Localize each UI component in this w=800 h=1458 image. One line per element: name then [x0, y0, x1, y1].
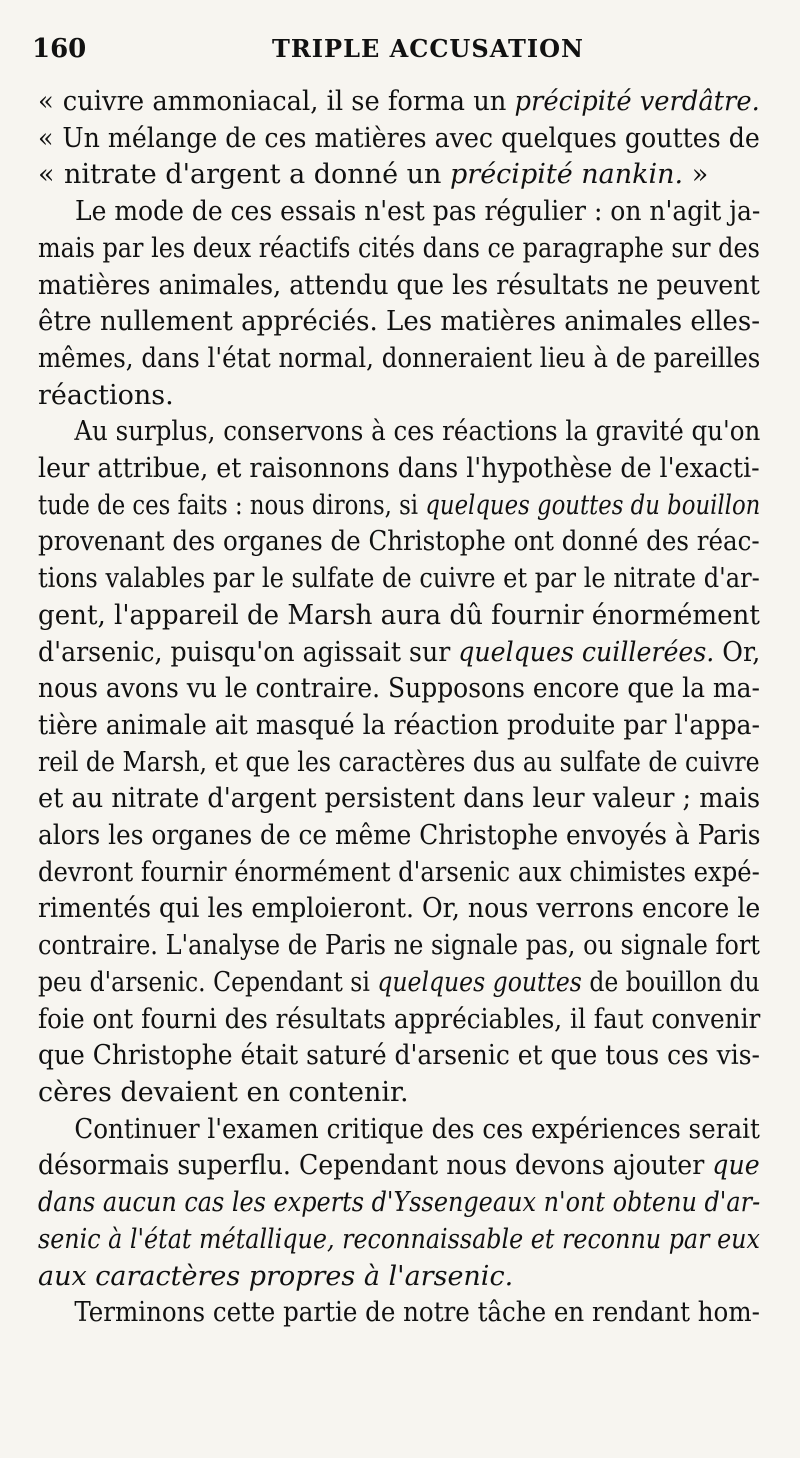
text-run: tions valables par le sulfate de cuivre et par le nitrate d'ar- — [38, 563, 760, 595]
text-run: que Christophe était saturé d'arsenic et que tous ces vis- — [38, 1040, 760, 1072]
text-line — [38, 708, 761, 745]
italic-run: dans aucun cas les experts d'Yssengeaux n'ont obtenu d'ar- — [38, 1187, 761, 1219]
text-run: tière animale ait masqué la réaction produite par l'appa- — [38, 709, 761, 741]
text-line — [38, 414, 761, 451]
text-line — [38, 231, 760, 268]
italic-run: senic à l'état métallique, reconnaissable et reconnu par eux — [38, 1223, 760, 1255]
text-line — [38, 524, 760, 561]
text-run: alors les organes de ce même Christophe envoyés à Paris — [38, 820, 761, 852]
text-run: nitrate d'argent a donné un — [64, 159, 451, 191]
text-run: peu d'arsenic. Cependant si — [38, 966, 378, 998]
text-line — [38, 268, 760, 305]
body-text — [38, 84, 760, 1332]
italic-run: précipité verdâtre. — [514, 86, 760, 117]
text-run: désormais superflu. Cependant nous devons ajouter — [38, 1150, 713, 1182]
text-line — [38, 304, 760, 341]
text-run: Terminons cette partie de notre tâche en rendant hom- — [74, 1297, 760, 1329]
text-line — [38, 1038, 760, 1075]
text-line — [38, 378, 760, 415]
text-run: d'arsenic, puisqu'on agissait sur — [38, 636, 459, 668]
italic-run: précipité nankin. — [450, 159, 684, 191]
text-run: cuivre ammoniacal, il se forma un — [62, 86, 515, 117]
text-run: gent, l'appareil de Marsh aura dû fournir énormément — [38, 599, 760, 631]
running-title: TRIPLE ACCUSATION — [272, 34, 584, 63]
text-line — [38, 1002, 761, 1039]
quote-mark: « — [38, 122, 54, 154]
text-line — [38, 1148, 760, 1185]
text-line — [38, 928, 760, 965]
text-line — [38, 341, 761, 378]
text-line — [38, 561, 760, 598]
text-line — [38, 1222, 760, 1259]
text-run: réactions. — [38, 379, 174, 411]
text-line — [38, 194, 761, 231]
text-run: matières animales, attendu que les résultats ne peuvent — [38, 269, 760, 301]
text-line — [38, 1112, 760, 1149]
text-line — [38, 855, 760, 892]
italic-run: aux caractères propres à l'arsenic. — [38, 1260, 514, 1292]
text-line — [38, 745, 760, 782]
italic-run: quelques gouttes du bouillon — [425, 489, 761, 521]
text-line — [38, 1259, 760, 1296]
text-run: reil de Marsh, et que les caractères dus au sulfate de cuivre — [38, 746, 760, 778]
text-run: foie ont fourni des résultats appréciables, il faut convenir — [38, 1003, 761, 1035]
text-run: devront fournir énormément d'arsenic aux chimistes expé- — [38, 856, 760, 888]
text-run: provenant des organes de Christophe ont donné des réac- — [38, 526, 760, 558]
text-run: Le mode de ces essais n'est pas régulier : on n'agit ja- — [75, 196, 761, 228]
text-run: nous avons vu le contraire. Supposons encore que la ma- — [38, 673, 760, 705]
italic-run: quelques gouttes — [377, 966, 582, 998]
text-run: Un mélange de ces matières avec quelques gouttes de — [62, 122, 760, 154]
text-run: Or, — [714, 636, 761, 668]
quote-mark: « — [38, 86, 54, 117]
text-line — [38, 1185, 761, 1222]
text-run: mais par les deux réactifs cités dans ce paragraphe sur des — [38, 232, 760, 264]
text-line — [38, 1295, 760, 1332]
text-line — [38, 818, 761, 855]
text-line — [38, 635, 761, 672]
page-number: 160 — [32, 34, 87, 64]
italic-run: quelques cuillerées. — [458, 636, 715, 668]
text-line — [38, 451, 760, 488]
text-run: être nullement appréciés. Les matières animales elles- — [38, 306, 760, 338]
text-line — [38, 84, 760, 121]
text-line — [38, 157, 760, 194]
text-run: cères devaient en contenir. — [38, 1076, 409, 1108]
text-run: Au surplus, conservons à ces réactions la gravité qu'on — [74, 416, 761, 448]
text-run: Continuer l'examen critique des ces expériences serait — [74, 1113, 760, 1145]
text-run: contraire. L'analyse de Paris ne signale pas, ou signale fort — [38, 930, 760, 962]
text-run: mêmes, dans l'état normal, donneraient lieu à de pareilles — [38, 342, 761, 374]
text-line — [38, 965, 760, 1002]
text-run: tude de ces faits : nous dirons, si — [38, 489, 426, 521]
quote-mark: « — [38, 159, 55, 191]
italic-run: que — [712, 1150, 760, 1182]
text-run: de bouillon du — [581, 966, 760, 998]
text-line — [38, 121, 760, 158]
text-run: et au nitrate d'argent persistent dans leur valeur ; mais — [38, 783, 761, 815]
text-line — [38, 488, 761, 525]
page-header — [32, 34, 780, 74]
text-line — [38, 598, 760, 635]
text-run: leur attribue, et raisonnons dans l'hypothèse de l'exacti- — [38, 453, 760, 485]
text-line — [38, 781, 761, 818]
text-line — [38, 891, 761, 928]
text-line — [38, 1075, 760, 1112]
text-run: rimentés qui les emploieront. Or, nous verrons encore le — [38, 893, 761, 925]
text-run: » — [683, 159, 709, 191]
text-line — [38, 671, 760, 708]
